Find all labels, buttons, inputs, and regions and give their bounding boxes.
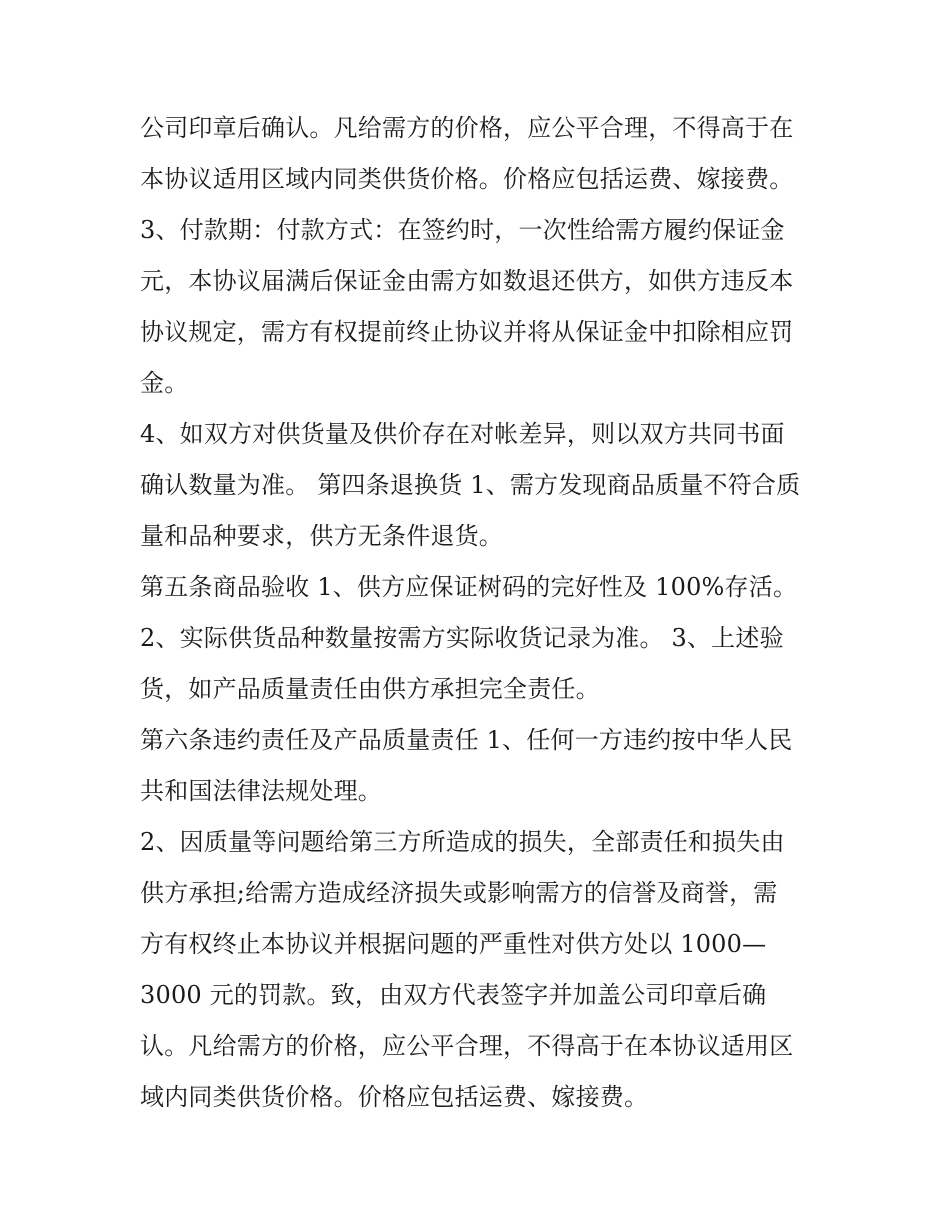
text-line-1: 公司印章后确认。凡给需方的价格，应公平合理，不得高于在 [140, 114, 794, 142]
text-line-4: 元，本协议届满后保证金由需方如数退还供方，如供方违反本 [140, 267, 794, 295]
text-line-9: 量和品种要求，供方无条件退货。 [140, 522, 503, 550]
text-line-7: 4、如双方对供货量及供价存在对帐差异，则以双方共同书面 [140, 420, 785, 448]
text-line-6: 金。 [140, 369, 189, 397]
text-line-2: 本协议适用区域内同类供货价格。价格应包括运费、嫁接费。 [140, 165, 794, 193]
document-body [140, 103, 830, 1123]
text-line-15: 2、因质量等问题给第三方所造成的损失，全部责任和损失由 [140, 828, 785, 856]
text-line-14: 共和国法律法规处理。 [140, 777, 382, 805]
text-line-19: 认。凡给需方的价格，应公平合理，不得高于在本协议适用区 [140, 1032, 794, 1060]
text-line-3: 3、付款期：付款方式：在签约时，一次性给需方履约保证金 [140, 216, 785, 244]
text-line-17: 方有权终止本协议并根据问题的严重性对供方处以 1000— [140, 930, 767, 958]
text-line-8: 确认数量为准。 第四条退换货 1、需方发现商品质量不符合质 [140, 471, 801, 499]
text-line-5: 协议规定，需方有权提前终止协议并将从保证金中扣除相应罚 [140, 318, 794, 346]
text-line-10: 第五条商品验收 1、供方应保证树码的完好性及 100%存活。 [140, 573, 798, 601]
text-line-11: 2、实际供货品种数量按需方实际收货记录为准。 3、上述验 [140, 624, 784, 652]
text-line-16: 供方承担;给需方造成经济损失或影响需方的信誉及商誉，需 [140, 879, 778, 907]
text-line-12: 货，如产品质量责任由供方承担完全责任。 [140, 675, 600, 703]
text-line-13: 第六条违约责任及产品质量责任 1、任何一方违约按中华人民 [140, 726, 793, 754]
text-line-18: 3000 元的罚款。致，由双方代表签字并加盖公司印章后确 [140, 981, 767, 1009]
text-line-20: 域内同类供货价格。价格应包括运费、嫁接费。 [140, 1083, 649, 1111]
